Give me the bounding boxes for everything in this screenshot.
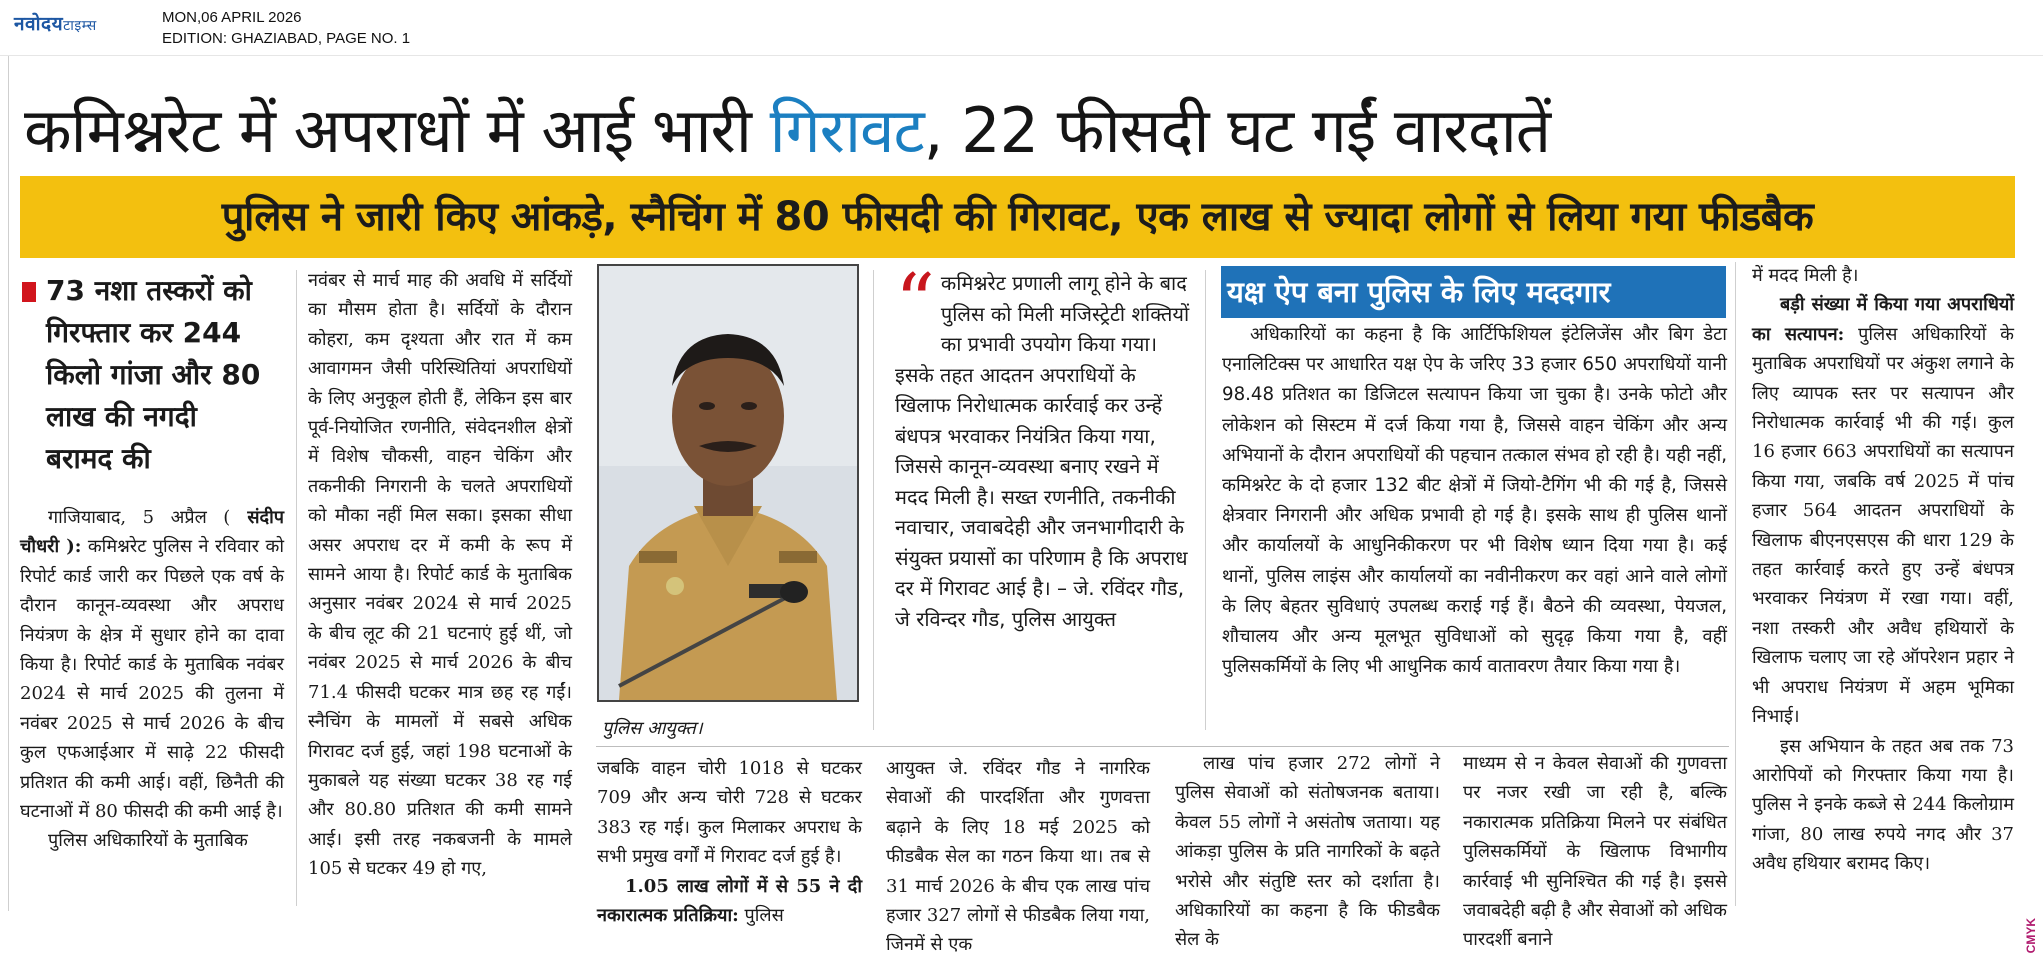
- right-paragraph-2: [1752, 290, 2014, 731]
- top-bar: [0, 0, 2043, 56]
- side-headline: 73 नशा तस्करों को गिरफ्तार कर 244 किलो गांजा और 80 लाख की नगदी बरामद की: [46, 274, 261, 475]
- lead-paragraph: [20, 503, 284, 826]
- feedback-subhead-tail: पुलिस: [738, 905, 784, 927]
- feedback-subhead: 1.05 लाख लोगों में से 55 ने दी नकारात्मक प्रतिक्रिया:: [597, 875, 862, 927]
- police-commissioner-photo: [597, 264, 859, 702]
- logo-main: नवोदय: [14, 13, 64, 35]
- body-text-b: आयुक्त जे. रविंदर गौड ने नागरिक सेवाओं की पारदर्शिता और गुणवत्ता बढ़ाने के लिए 18 मई 2025 को फीडबैक सेल का गठन किया था। तब से 31 मार्च 2026 के बीच एक लाख पांच हजार 327 लोगों से फीडबैक लिया गया, जिनमें से एक: [886, 758, 1150, 956]
- newspaper-logo[interactable]: [14, 10, 97, 36]
- column-rule: [1205, 270, 1206, 730]
- lead-text: कमिश्नरेट पुलिस ने रविवार को रिपोर्ट कार्ड जारी कर पिछले एक वर्ष के दौरान कानून-व्यवस्था और अपराध नियंत्रण के क्षेत्र में सुधार होने का दावा किया है। रिपोर्ट कार्ड के मुताबिक नवंबर 2024 से मार्च 2025 की तुलना में नवंबर 2025 से मार्च 2026 के बीच कुल एफआईआर में साढ़े 22 फीसदी प्रतिशत की कमी आई। वहीं, छिनैती की घटनाओं में 80 फीसदी की कमी आई है।: [20, 536, 284, 823]
- byline: संदीप चौधरी ):: [20, 507, 284, 558]
- subhead-paragraph: [597, 872, 862, 931]
- quote-text: कमिश्नरेट प्रणाली लागू होने के बाद पुलिस को मिली मजिस्ट्रेटी शक्तियों का प्रभावी उपयोग किया गया। इसके तहत आदतन अपराधियों के खिलाफ निरोधात्मक कार्रवाई कर उन्हें बंधपत्र भरवाकर नियंत्रित किया गया, जिससे कानून-व्यवस्था बनाए रखने में मदद मिली है। सख्त रणनीति, तकनीकी नवाचार, जवाबदेही और जनभागीदारी के संयुक्त प्रयासों का परिणाम है कि अपराध दर में गिरावट आई है। – जे. रविंदर गौड, जे रविन्दर गौड, पुलिस आयुक्त: [895, 271, 1190, 631]
- logo-small: टाइम्स: [63, 18, 97, 34]
- body-text-d: माध्यम से न केवल सेवाओं की गुणवत्ता पर नजर रखी जा रही है, बल्कि नकारात्मक प्रतिक्रिया मिलने पर संबंधित पुलिसकर्मियों के खिलाफ विभागीय कार्रवाई भी सुनिश्चित की गई है। इससे जवाबदेही बढ़ी है और सेवाओं को अधिक पारदर्शी बनाने: [1463, 753, 1727, 951]
- sidebar-box-body: [1222, 320, 1727, 682]
- verification-subhead: बड़ी संख्या में किया गया अपराधियों का सत्यापन:: [1752, 294, 2014, 345]
- photo-caption: पुलिस आयुक्त।: [602, 718, 703, 739]
- right-text-2: पुलिस अधिकारियों के मुताबिक अपराधियों पर अंकुश लगाने के लिए व्यापक स्तर पर सत्यापन और निरोधात्मक कार्रवाई भी की गई। कुल 16 हजार 663 अपराधियों का सत्यापन किया गया, जबकि वर्ष 2025 में पांच हजार 564 आदतन अपराधियों के खिलाफ बीएनएसएस की धारा 129 के तहत कार्रवाई करते हुए उन्हें बंधपत्र भरवाकर नियंत्रण में रखा गया। वहीं, नशा तस्करी और अवैध हथियारों के खिलाफ चलाए जा रहे ऑपरेशन प्रहार ने भी अपराध नियंत्रण में अहम भूमिका निभाई।: [1752, 323, 2015, 728]
- right-text-3: इस अभियान के तहत अब तक 73 आरोपियों को गिरफ्तार किया गया है। पुलिस ने इनके कब्जे से 244 किलोग्राम गांजा, 80 लाख रुपये नगद और 37 अवैध हथियार बरामद किए।: [1752, 735, 2014, 875]
- yaksha-paragraph: अधिकारियों का कहना है कि आर्टिफिशियल इंटेलिजेंस और बिग डेटा एनालिटिक्स पर आधारित यक्ष ऐप के जरिए 33 हजार 650 अपराधियों यानी 98.48 प्रतिशत का डिजिटल सत्यापन किया जा चुका है। उनके फोटो और लोकेशन को सिस्टम में दर्ज किया गया है, जिससे वाहन चेकिंग और अन्य अभियानों के दौरान अपराधियों की पहचान तत्काल संभव हो रही है। यही नहीं, कमिश्नरेट के दो हजार 132 बीट क्षेत्रों में जियो-टैगिंग भी की गई है, जिससे क्षेत्रवार निगरानी और अधिक प्रभावी हो गई है। इसके साथ ही पुलिस थानों और कार्यालयों के आधुनिकीकरण पर भी विशेष ध्यान दिया गया है। कई थानों, पुलिस लाइंस और कार्यालयों का नवीनीकरण कर वहां आने वाले लोगों के लिए बेहतर सुविधाएं उपलब्ध कराई गई हैं। बैठने की व्यवस्था, पेयजल, शौचालय और अन्य मूलभूत सुविधाओं को सुदृढ़ किया गया है, वहीं पुलिसकर्मियों के लिए भी आधुनिक कार्य वातावरण तैयार किया गया है।: [1222, 324, 1727, 678]
- subheadline-banner: [20, 176, 2015, 258]
- edition-info: EDITION: GHAZIABAD, PAGE NO. 1: [162, 30, 411, 47]
- body-column-a: [597, 754, 862, 930]
- headline-part2: , 22 फीसदी घट गईं वारदातें: [923, 94, 1551, 167]
- pull-quote: [895, 258, 1190, 634]
- subheadline-text: पुलिस ने जारी किए आंकड़े, स्नैचिंग में 80 फीसदी की गिरावट, एक लाख से ज्यादा लोगों से लिया गया फीडबैक: [221, 194, 1814, 240]
- lead-column: [20, 503, 284, 856]
- right-text-1: में मदद मिली है।: [1752, 265, 1859, 286]
- portrait-illustration: [599, 266, 857, 700]
- newspaper-page: [0, 56, 2043, 956]
- body-column-b: [886, 754, 1150, 960]
- side-headline-marker: [22, 282, 36, 302]
- quote-mark-icon: “: [895, 258, 935, 348]
- headline-part1: कमिश्नरेट में अपराधों में आई भारी: [24, 94, 770, 167]
- sidebar-box-title: [1221, 266, 1726, 318]
- left-margin-rule: [8, 56, 9, 911]
- body-column-d: [1463, 749, 1727, 955]
- column-rule: [873, 270, 874, 730]
- body-text-c: लाख पांच हजार 272 लोगों ने पुलिस सेवाओं को संतोषजनक बताया। केवल 55 लोगों ने असंतोष जताया। यह आंकड़ा पुलिस के प्रति नागरिकों के बढ़ते भरोसे और संतुष्टि स्तर को दर्शाता है। अधिकारियों का कहना है कि फीडबैक सेल के: [1175, 753, 1440, 951]
- body-column-2: [308, 266, 572, 884]
- lead-paragraph-2: पुलिस अधिकारियों के मुताबिक: [48, 830, 248, 852]
- yaksha-title-text: यक्ष ऐप बना पुलिस के लिए मददगार: [1227, 275, 1611, 309]
- cmyk-print-mark: CMYK: [2024, 918, 2038, 954]
- body-text-a: जबकि वाहन चोरी 1018 से घटकर 709 और अन्य चोरी 728 से घटकर 383 रह गई। कुल मिलाकर अपराध के सभी प्रमुख वर्गों में गिरावट दर्ज हुई है।: [597, 758, 862, 868]
- page-headline: [24, 76, 2024, 186]
- dateline: गाजियाबाद, 5 अप्रैल (: [48, 507, 231, 528]
- edition-date: MON,06 APRIL 2026: [162, 9, 302, 26]
- body-column-c: [1175, 749, 1440, 955]
- right-column: [1752, 261, 2014, 879]
- column-rule: [296, 270, 297, 906]
- column-rule: [1735, 262, 1736, 906]
- section-divider: [596, 746, 1729, 747]
- body-text: नवंबर से मार्च माह की अवधि में सर्दियों का मौसम होता है। सर्दियों के दौरान कोहरा, कम दृश्यता और रात में कम आवागमन जैसी परिस्थितियां अपराधियों के लिए अनुकूल होती हैं, लेकिन इस बार पूर्व-नियोजित रणनीति, संवेदनशील क्षेत्रों में विशेष चौकसी, वाहन चेकिंग और तकनीकी निगरानी के चलते अपराधियों को मौका नहीं मिल सका। इसका सीधा असर अपराध दर में कमी के रूप में सामने आया है। रिपोर्ट कार्ड के मुताबिक अनुसार नवंबर 2024 से मार्च 2025 के बीच लूट की 21 घटनाएं हुई थीं, जो नवंबर 2025 से मार्च 2026 के बीच 71.4 फीसदी घटकर मात्र छह रह गईं। स्नैचिंग के मामलों में सबसे अधिक गिरावट दर्ज हुई, जहां 198 घटनाओं के मुकाबले यह संख्या घटकर 38 रह गई और 80.80 प्रतिशत की कमी सामने आई। इसी तरह नकबजनी के मामले 105 से घटकर 49 हो गए,: [308, 270, 572, 880]
- headline-accent: गिरावट: [769, 94, 924, 167]
